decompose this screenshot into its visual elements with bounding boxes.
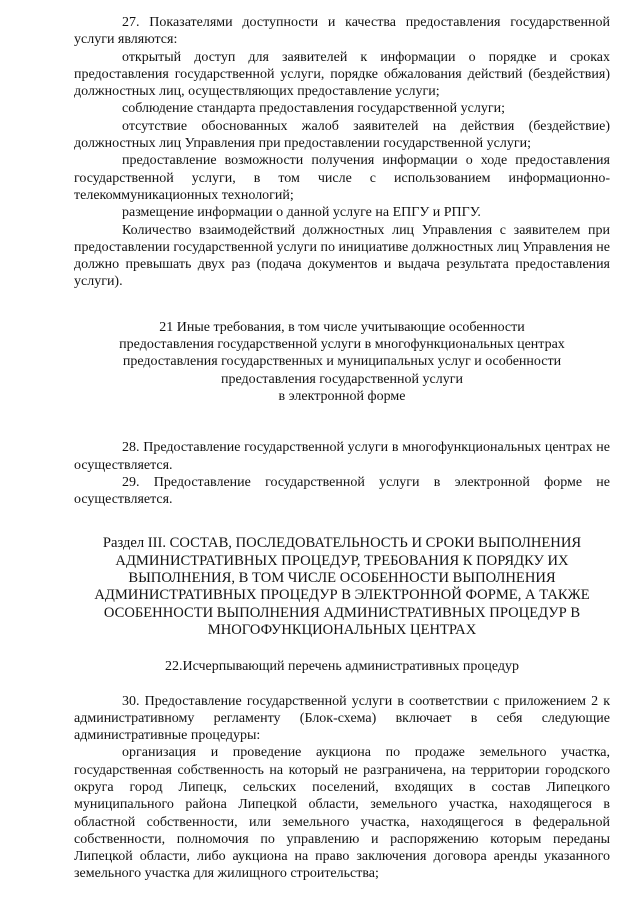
document-page [74,14,610,883]
item-27-bullet-progress-info: предоставление возможности получения информации о ходе предоставления государственной услуги, в том числе с использованием информационно-телекоммуникационных технологий; [74,153,610,203]
item-27-bullet-portal: размещение информации о данной услуге на ЕПГУ и РПГУ. [122,205,481,221]
section-3-title-line: АДМИНИСТРАТИВНЫХ ПРОЦЕДУР, ТРЕБОВАНИЯ К ПОРЯДКУ ИХ [115,552,569,569]
section-3-title-line: ОСОБЕННОСТИ ВЫПОЛНЕНИЯ АДМИНИСТРАТИВНЫХ ПРОЦЕДУР В [103,604,581,621]
heading-21-line: предоставления государственной услуги [221,371,463,387]
heading-21-line: в электронной форме [278,388,406,404]
section-3-title [74,535,610,639]
heading-21-line: 21 Иные требования, в том числе учитывающие особенности [159,319,525,335]
item-27-bullet-complaints: отсутствие обоснованных жалоб заявителей на действия (бездействие) должностных лиц Управления при предоставлении государственной услуги; [74,118,610,152]
item-29: 29. Предоставление государственной услуги в электронной форме не осуществляется. [74,474,610,508]
section-3-title-line: Раздел III. СОСТАВ, ПОСЛЕДОВАТЕЛЬНОСТЬ И СРОКИ ВЫПОЛНЕНИЯ [102,535,582,552]
heading-22: 22.Исчерпывающий перечень административных процедур [164,659,520,675]
heading-21-line: предоставления государственных и муниципальных услуг и особенности [122,354,562,370]
section-3-title-line: АДМИНИСТРАТИВНЫХ ПРОЦЕДУР В ЭЛЕКТРОННОЙ ФОРМЕ, А ТАКЖЕ [94,587,590,604]
item-30-intro: 30. Предоставление государственной услуги в соответствии с приложением 2 к административному регламенту (Блок-схема) включает в себя следующие административные процедуры: [74,693,610,744]
item-27-intro: 27. Показателями доступности и качества предоставления государственной услуги являются: [74,15,610,48]
section-3-title-line: МНОГОФУНКЦИОНАЛЬНЫХ ЦЕНТРАХ [207,621,477,638]
item-27-bullet-standard: соблюдение стандарта предоставления государственной услуги; [122,101,505,117]
heading-21-line: предоставления государственной услуги в многофункциональных центрах [119,337,565,353]
item-28: 28. Предоставление государственной услуги в многофункциональных центрах не осуществляется. [74,440,610,473]
section-3-title-line: ВЫПОЛНЕНИЯ, В ТОМ ЧИСЛЕ ОСОБЕННОСТИ ВЫПОЛНЕНИЯ [128,570,556,587]
heading-21 [74,319,610,405]
item-30-procedure-auction: организация и проведение аукциона по продаже земельного участка, государственная собственность на который не разграничена, на территории городского округа город Липецк, сельских поселений, входящих в состав Липецкого муниципального района Липецкой области, земельного участка, находящегося в областной собственности, или земельного участка, находящегося в федеральной собственности, полномочия по управлению и распоряжению которым переданы Липецкой области, либо аукциона на право заключения договора аренды указанного земельного участка для жилищного строительства; [74,745,610,882]
item-27-interactions: Количество взаимодействий должностных лиц Управления с заявителем при предоставлении государственной услуги по инициативе должностных лиц Управления не должно превышать двух раз (подача документов и выдача результата предоставления услуги). [74,222,610,290]
item-27-bullet-access: открытый доступ для заявителей к информации о порядке и сроках предоставления государственной услуги, порядке обжалования действий (бездействия) должностных лиц, осуществляющих предоставление услуги; [74,49,610,100]
